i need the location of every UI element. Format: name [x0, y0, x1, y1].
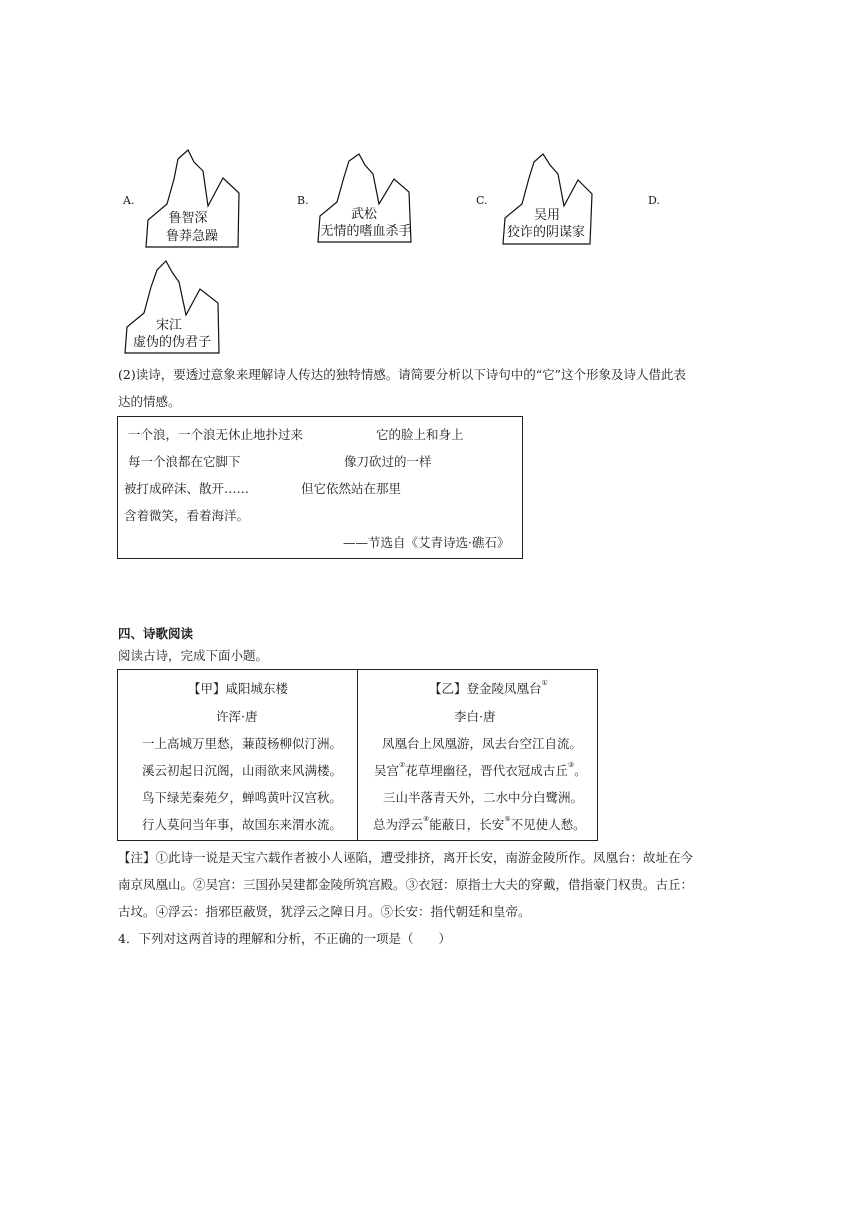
poem-line-left: 被打成碎沫、散开…… — [124, 481, 250, 496]
line-text: 花草埋幽径，晋代衣冠成古丘 — [405, 763, 568, 778]
option-d-desc: 虚伪的伪君子 — [132, 335, 212, 350]
option-c-name: 吴用 — [533, 208, 561, 223]
table-divider — [357, 670, 358, 840]
poem-jia-author: 许浑·唐 — [216, 709, 258, 724]
mountain-d-icon — [122, 259, 222, 359]
poem-compare-table — [117, 669, 598, 841]
footnote-mark: ⑤ — [504, 815, 511, 823]
mountain-c-icon — [500, 152, 600, 252]
option-a-name: 鲁智深 — [168, 211, 208, 226]
poem-yi-line: 凤凰台上凤凰游，凤去台空江自流。 — [382, 736, 583, 751]
mountain-a-icon — [143, 148, 243, 248]
option-c-desc: 狡诈的阴谋家 — [506, 225, 586, 240]
poem-yi-line: 三山半落青天外，二水中分白鹭洲。 — [383, 790, 584, 805]
option-d-name: 宋江 — [155, 318, 183, 333]
line-text: 。 — [574, 763, 587, 778]
notes-line: 古坟。④浮云：指邪臣蔽贤，犹浮云之障日月。⑤长安：指代朝廷和皇帝。 — [118, 904, 531, 919]
poem-yi-title-text: 【乙】登金陵凤凰台 — [429, 681, 542, 696]
poem-yi-author: 李白·唐 — [454, 709, 496, 724]
line-text: 总为浮云 — [373, 817, 424, 832]
line-text: 吴宫 — [374, 763, 400, 778]
section-instruction: 阅读古诗，完成下面小题。 — [118, 648, 269, 663]
notes-line: 南京凤凰山。②吴宫：三国孙吴建都金陵所筑宫殿。③衣冠：原指士大夫的穿戴，借指豪门权贵。古丘： — [118, 877, 694, 892]
poem-source: ——节选自《艾青诗选·礁石》 — [343, 535, 510, 550]
option-a-letter: A. — [123, 194, 135, 207]
option-c-letter: C. — [476, 194, 488, 207]
poem-line-right: 像刀砍过的一样 — [344, 454, 432, 469]
poem-yi-line — [374, 761, 587, 778]
section-heading: 四、诗歌阅读 — [118, 626, 194, 641]
mountain-b-icon — [315, 152, 415, 252]
poem-line-left: 每一个浪都在它脚下 — [128, 454, 241, 469]
poem-line-right: 它的脸上和身上 — [376, 427, 464, 442]
poem-line-left: 一个浪，一个浪无休止地扑过来 — [128, 427, 304, 442]
poem-excerpt-box — [117, 416, 523, 559]
option-d-letter: D. — [648, 194, 660, 207]
notes-line: 【注】①此诗一说是天宝六载作者被小人诬陷，遭受排挤，离开长安，南游金陵所作。凤凰台：故址在今 — [118, 850, 694, 865]
poem-jia-line: 行人莫问当年事，故国东来渭水流。 — [142, 817, 343, 832]
poem-jia-title: 【甲】咸阳城东楼 — [188, 681, 289, 696]
option-a-desc: 鲁莽急躁 — [165, 229, 219, 244]
poem-jia-line: 一上高城万里愁，蒹葭杨柳似汀洲。 — [142, 736, 343, 751]
question-2-line1: (2)读诗，要透过意象来理解诗人传达的独特情感。请简要分析以下诗句中的“它”这个形象及诗人借此表 — [118, 367, 686, 382]
poem-jia-line: 溪云初起日沉阁，山雨欲来风满楼。 — [142, 763, 343, 778]
question-4: 4．下列对这两首诗的理解和分析，不正确的一项是（ ） — [118, 931, 451, 946]
option-b-letter: B. — [297, 194, 309, 207]
poem-jia-line: 鸟下绿芜秦苑夕，蝉鸣黄叶汉宫秋。 — [142, 790, 343, 805]
footnote-mark: ③ — [567, 761, 575, 769]
option-b-name: 武松 — [350, 207, 378, 222]
poem-yi-line — [373, 815, 586, 832]
line-text: 不见使人愁。 — [510, 817, 586, 832]
footnote-mark: ① — [541, 679, 548, 687]
line-text: 能蔽日，长安 — [429, 817, 505, 832]
option-b-desc: 无情的嗜血杀手 — [320, 224, 412, 239]
poem-line-left: 含着微笑，看着海洋。 — [124, 508, 250, 523]
poem-line-right: 但它依然站在那里 — [301, 481, 402, 496]
poem-yi-title — [429, 679, 548, 696]
question-2-line2: 达的情感。 — [118, 394, 181, 409]
footnote-mark: ② — [399, 761, 406, 769]
footnote-mark: ④ — [423, 815, 430, 823]
